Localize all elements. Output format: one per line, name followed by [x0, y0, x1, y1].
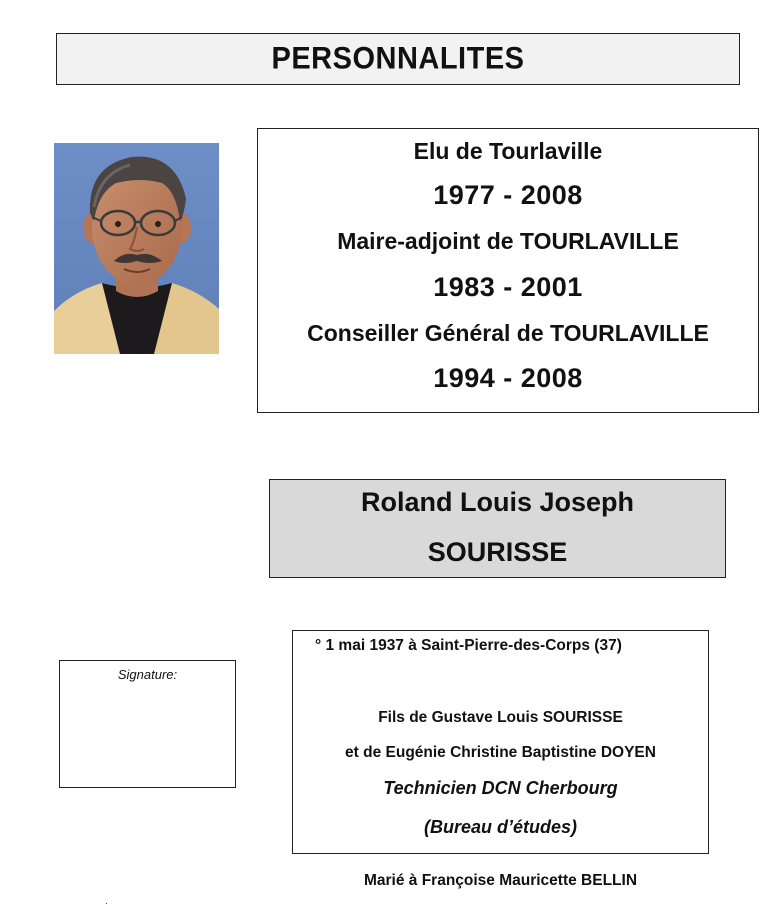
mother-info: et de Eugénie Christine Baptistine DOYEN: [345, 744, 656, 761]
portrait-photo: [54, 143, 219, 354]
career-years-general-councillor: 1994 - 2008: [433, 363, 583, 393]
career-role-elected: Elu de Tourlaville: [413, 138, 603, 164]
career-role-deputy-mayor: Maire-adjoint de TOURLAVILLE: [337, 228, 679, 254]
signature-box: [59, 660, 236, 788]
person-given-names: Roland Louis Joseph: [360, 487, 635, 517]
biography-box: [292, 630, 709, 854]
person-surname: SOURISSE: [427, 537, 568, 567]
person-name-box: [269, 479, 726, 578]
page-header: [56, 33, 740, 85]
career-role-general-councillor: Conseiller Général de TOURLAVILLE: [307, 320, 709, 346]
career-years-elected: 1977 - 2008: [433, 180, 583, 210]
career-summary: [257, 128, 759, 413]
marriage-info: Marié à Françoise Mauricette BELLIN: [363, 872, 638, 889]
stray-dot: [106, 903, 107, 904]
career-years-deputy-mayor: 1983 - 2001: [433, 272, 583, 302]
occupation: Technicien DCN Cherbourg: [383, 778, 618, 798]
portrait-illustration: [54, 143, 219, 354]
signature-label: Signature:: [117, 667, 178, 682]
father-info: Fils de Gustave Louis SOURISSE: [378, 709, 623, 726]
page-title: PERSONNALITES: [271, 41, 525, 76]
birth-info: ° 1 mai 1937 à Saint-Pierre-des-Corps (37): [315, 637, 622, 654]
occupation-detail: (Bureau d’études): [423, 817, 578, 837]
